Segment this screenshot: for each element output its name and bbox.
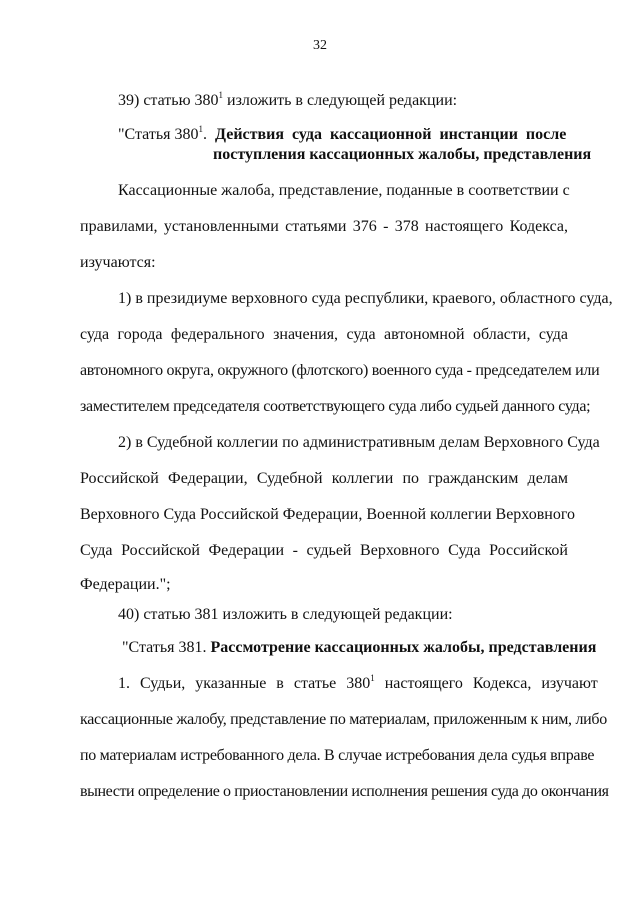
text-line: Суда Российской Федерации - судьей Верховного Суда Российской	[80, 542, 568, 559]
text-line	[118, 675, 598, 693]
text-line: автономного округа, окружного (флотского) военного суда - председателем или	[80, 362, 600, 379]
heading-bold: Рассмотрение кассационных жалобы, представления	[210, 639, 597, 656]
text-line: Федерации.";	[80, 576, 171, 593]
text-line: по материалам истребованного дела. В случае истребования дела судья вправе	[80, 747, 595, 764]
superscript: 1	[370, 673, 375, 683]
heading-bold: Действия суда кассационной инстанции после	[215, 126, 567, 143]
text-line: кассационные жалобу, представление по материалам, приложенным к ним, либо	[80, 711, 607, 728]
superscript: 1	[218, 90, 224, 100]
text: .	[203, 126, 212, 143]
text: "Статья 380	[118, 126, 199, 143]
page-number: 32	[313, 38, 327, 53]
text-line: Российской Федерации, Судебной коллегии по гражданским делам	[80, 470, 568, 487]
text: изложить в следующей редакции:	[223, 92, 458, 109]
text-line: правилами, установленными статьями 376 - 378 настоящего Кодекса,	[80, 218, 568, 235]
article-380-1-heading	[118, 126, 566, 144]
text: "Статья 381.	[122, 639, 211, 656]
text-line: Кассационные жалоба, представление, поданные в соответствии с	[118, 182, 570, 199]
paragraph-39	[118, 92, 457, 110]
text-line: изучаются:	[80, 254, 156, 271]
text-line: 1) в президиуме верховного суда республики, краевого, областного суда,	[118, 290, 613, 307]
text-line: 2) в Судебной коллегии по административным делам Верховного Суда	[118, 434, 600, 451]
superscript: 1	[198, 124, 204, 134]
text: 39) статью 380	[118, 92, 219, 109]
text-line: суда города федерального значения, суда автономной области, суда	[80, 326, 568, 343]
paragraph-40: 40) статью 381 изложить в следующей редакции:	[118, 606, 453, 623]
text-line: вынести определение о приостановлении исполнения решения суда до окончания	[80, 783, 609, 800]
text: настоящего Кодекса, изучают	[374, 675, 598, 692]
text: 1. Судьи, указанные в статье 380	[118, 675, 371, 692]
text-line: заместителем председателя соответствующего суда либо судьей данного суда;	[80, 398, 591, 415]
text-line: Верховного Суда Российской Федерации, Военной коллегии Верховного	[80, 506, 575, 523]
heading-continuation: поступления кассационных жалобы, представления	[213, 146, 592, 163]
article-381-heading	[122, 639, 596, 657]
